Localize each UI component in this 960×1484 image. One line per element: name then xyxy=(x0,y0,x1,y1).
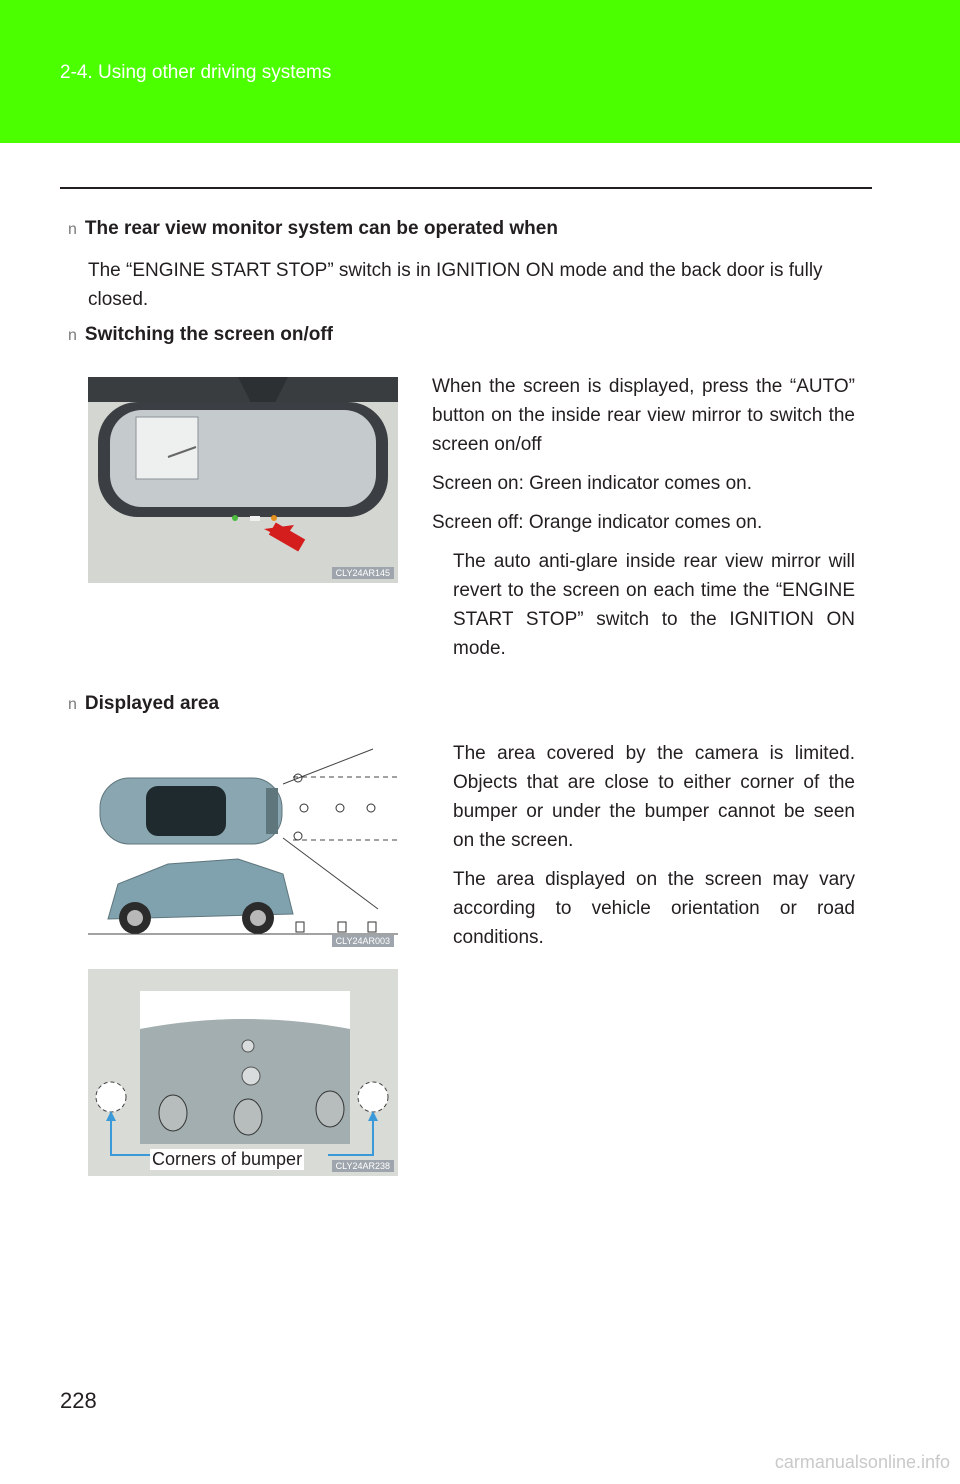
bumper-corners-illustration xyxy=(88,969,398,1176)
paragraph-3: Screen off: Orange indicator comes on. xyxy=(432,512,763,533)
paragraph-1: The area covered by the camera is limited. Objects that are close to either corner of the bumper or under the bumper cannot be seen on the screen. xyxy=(453,743,855,851)
paragraph-2: The area displayed on the screen may vary according to vehicle orientation or road conditions. xyxy=(453,869,855,948)
bullet-marker: n xyxy=(68,327,77,344)
figure-code: CLY24AR238 xyxy=(332,1160,394,1172)
figure-code: CLY24AR003 xyxy=(332,935,394,947)
heading-displayed-area xyxy=(68,693,219,715)
mirror-figure xyxy=(88,377,398,583)
heading-text: The rear view monitor system can be operated when xyxy=(84,218,558,239)
bullet-marker: n xyxy=(68,696,77,713)
bullet-marker: n xyxy=(68,221,77,238)
rear-view-mirror-illustration xyxy=(88,377,398,583)
bumper-figure xyxy=(88,969,398,1176)
watermark: carmanualsonline.info xyxy=(774,1452,950,1472)
note-paragraph: The auto anti-glare inside rear view mirror will revert to the screen on each time the “ENGINE START STOP” switch to the IGNITION ON mode. xyxy=(453,551,855,659)
section-title: 2-4. Using other driving systems xyxy=(60,62,332,83)
paragraph-operated-when: The “ENGINE START STOP” switch is in IGNITION ON mode and the back door is fully closed. xyxy=(88,260,823,310)
camera-coverage-illustration xyxy=(88,744,398,951)
heading-text: Switching the screen on/off xyxy=(84,324,333,345)
divider-rule xyxy=(60,187,872,189)
corners-of-bumper-label: Corners of bumper xyxy=(152,1149,303,1169)
paragraph-1: When the screen is displayed, press the “AUTO” button on the inside rear view mirror to switch the screen on/off xyxy=(432,376,855,455)
screen-onoff-text xyxy=(432,372,855,673)
section-header-band xyxy=(0,0,960,143)
figure-code: CLY24AR145 xyxy=(332,567,394,579)
paragraph-2: Screen on: Green indicator comes on. xyxy=(432,473,753,494)
vehicle-area-figure xyxy=(88,744,398,951)
heading-operated-when xyxy=(68,218,558,240)
heading-screen-onoff xyxy=(68,324,333,346)
displayed-area-text xyxy=(453,739,855,962)
heading-text: Displayed area xyxy=(84,693,220,714)
page-number: 228 xyxy=(60,1388,97,1413)
